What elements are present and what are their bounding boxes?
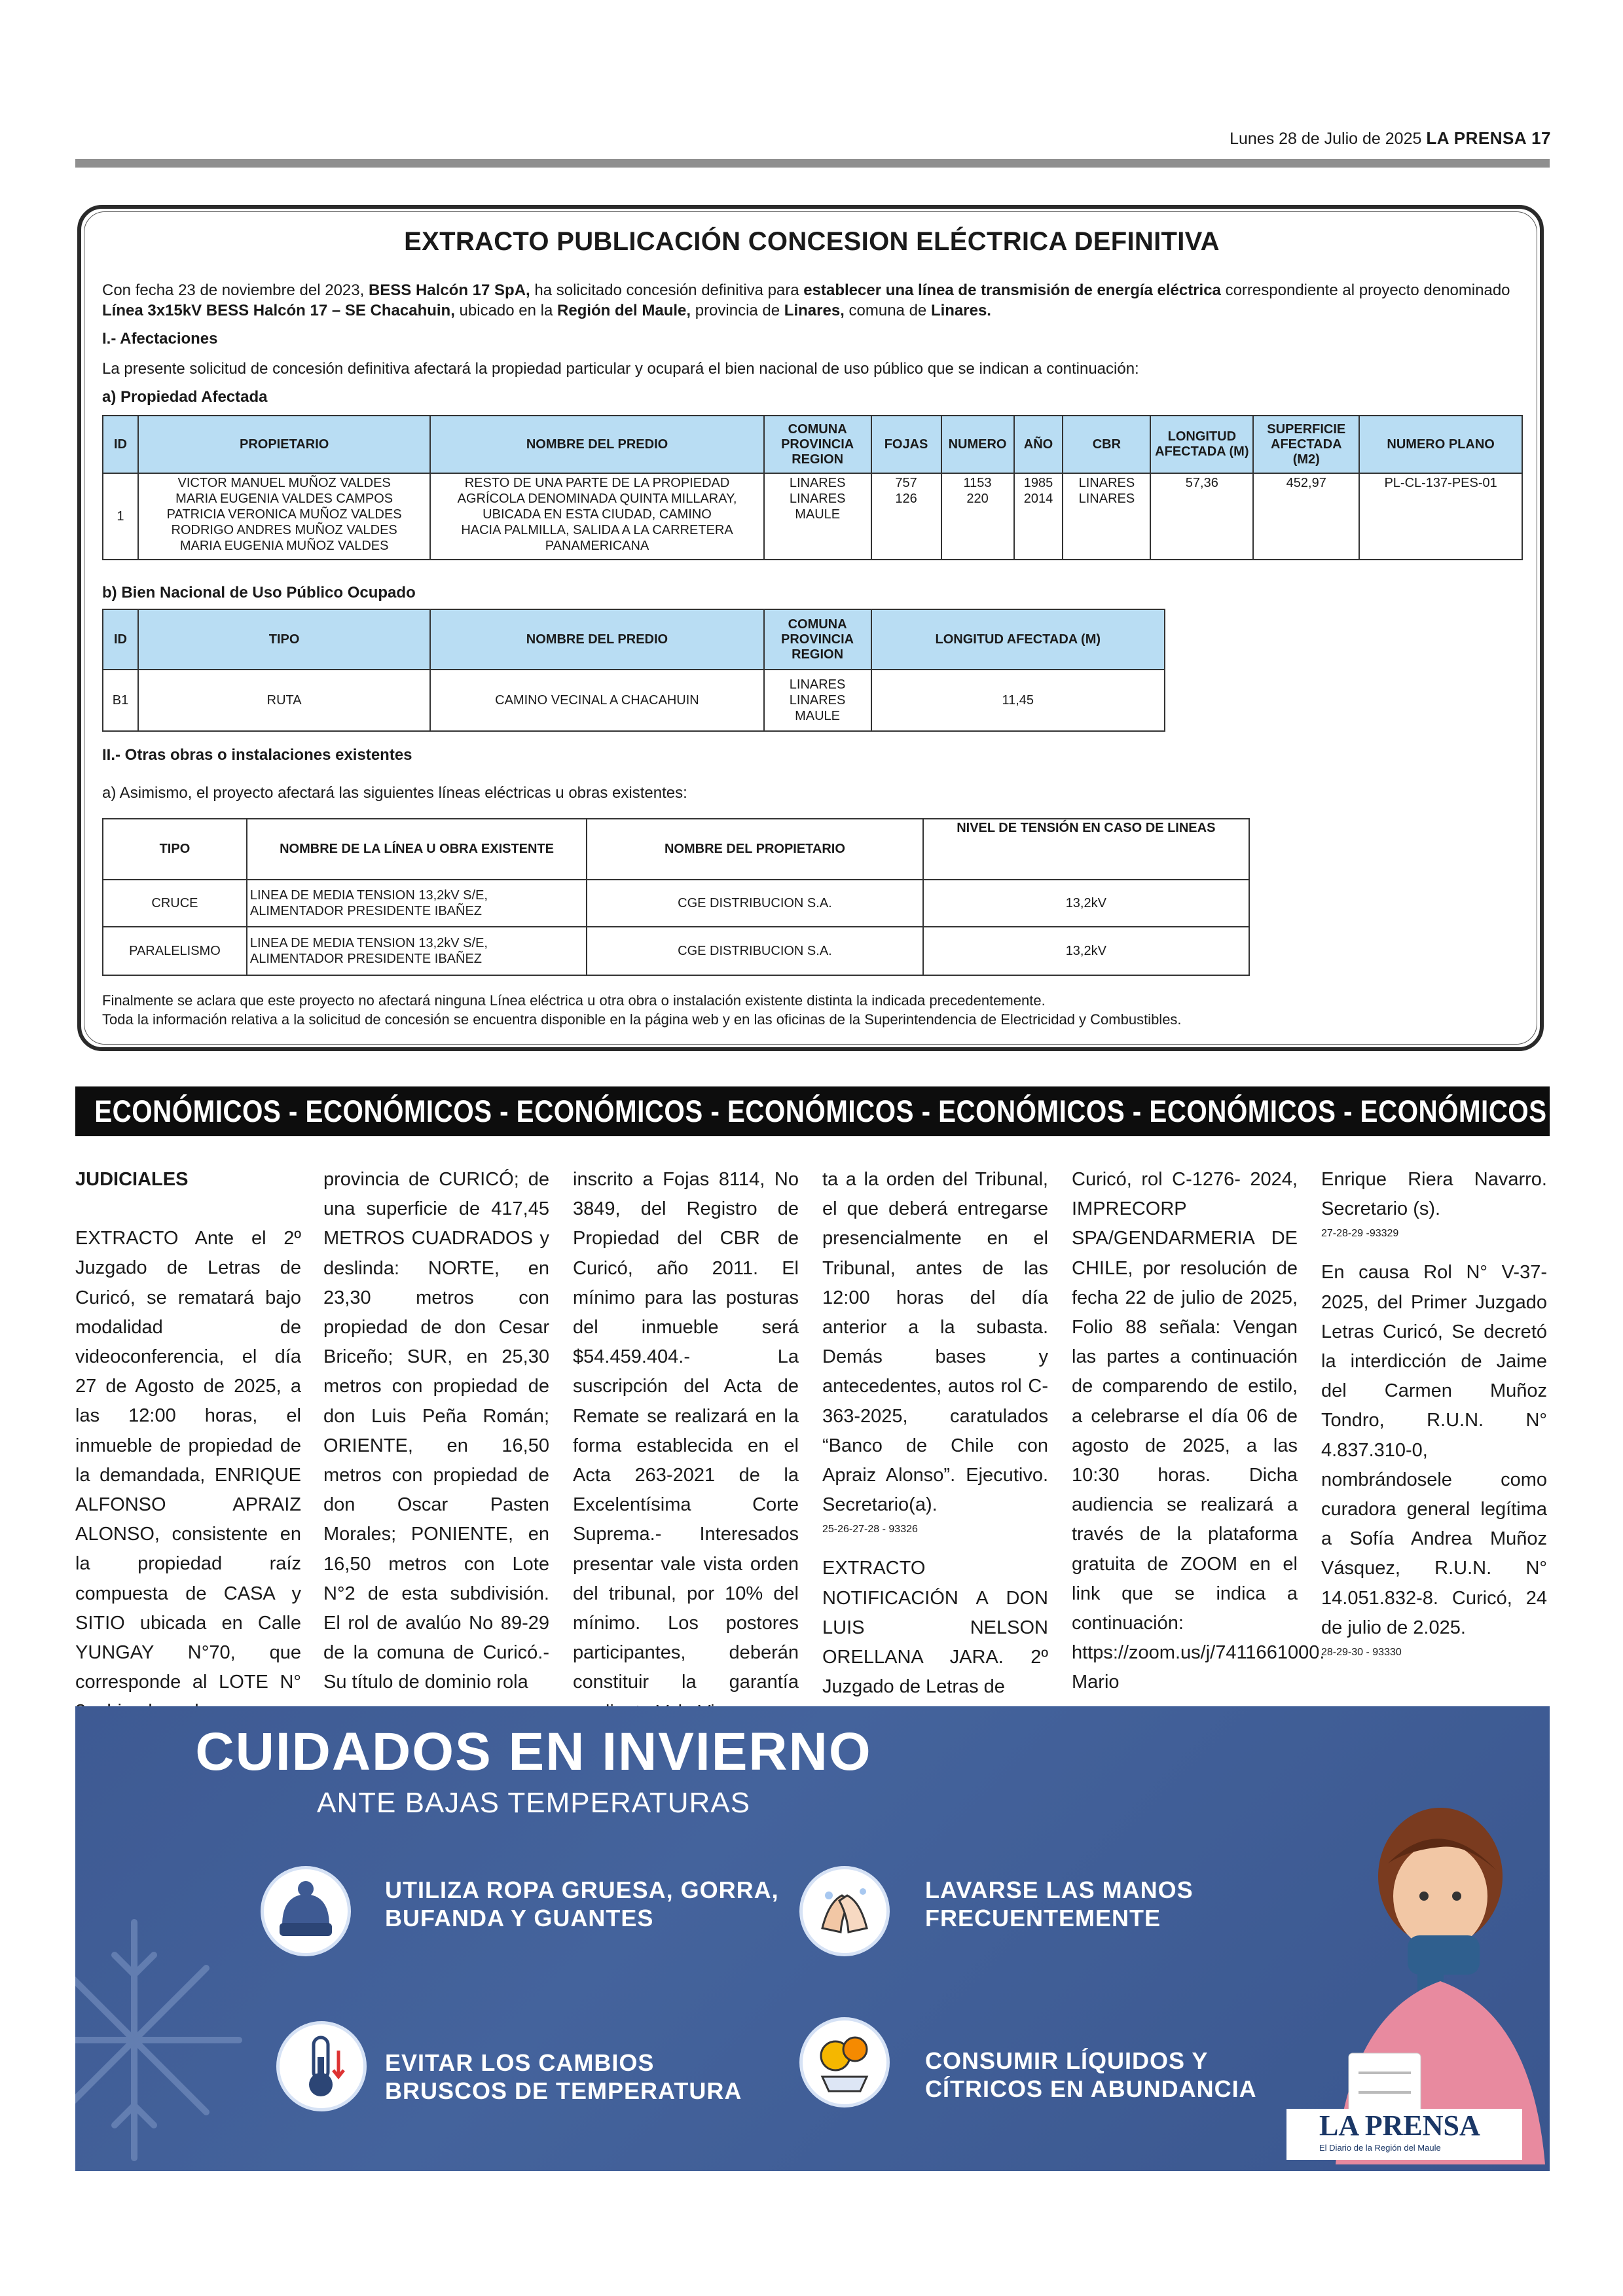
cell-id: 1 bbox=[103, 473, 138, 560]
classified-column-4 bbox=[822, 1165, 1048, 1702]
header-rule bbox=[75, 159, 1550, 168]
classified-column-6 bbox=[1321, 1165, 1547, 1662]
notice-intro: Con fecha 23 de noviembre del 2023, BESS Halcón 17 SpA, ha solicitado concesión definitiva para establecer una línea de transmisión de energía eléctrica correspondiente al proyecto denominado Línea 3x15kV BESS Halcón 17 – SE Chacahuin, ubicado en la Región del Maule, provincia de Linares, comuna de Linares. bbox=[102, 281, 1510, 319]
col-header: AÑO bbox=[1014, 416, 1063, 473]
classified-code: 25-26-27-28 - 93326 bbox=[822, 1524, 918, 1535]
cell-anio: 1985 2014 bbox=[1014, 473, 1063, 560]
banner-title: CUIDADOS EN INVIERNO bbox=[195, 1722, 872, 1782]
sub-propiedad-afectada: a) Propiedad Afectada bbox=[102, 388, 268, 406]
cell-predio: RESTO DE UNA PARTE DE LA PROPIEDAD AGRÍCOLA DENOMINADA QUINTA MILLARAY, UBICADA EN ESTA CIUDAD, CAMINO HACIA PALMILLA, SALIDA A LA CARRETERA PANAMERICANA bbox=[430, 473, 763, 560]
la-prensa-logo: LA PRENSA bbox=[1319, 2109, 1480, 2142]
table-row bbox=[103, 473, 1522, 560]
col-header: NOMBRE DEL PROPIETARIO bbox=[587, 819, 922, 880]
table-otras-obras bbox=[102, 818, 1250, 976]
col-header: ID bbox=[103, 416, 138, 473]
cell-owners: VICTOR MANUEL MUÑOZ VALDES MARIA EUGENIA VALDES CAMPOS PATRICIA VERONICA MUÑOZ VALDES RODRIGO ANDRES MUÑOZ VALDES MARIA EUGENIA MUÑOZ VALDES bbox=[138, 473, 430, 560]
col-header: LONGITUD AFECTADA (M) bbox=[1150, 416, 1253, 473]
cell-tension: 13,2kV bbox=[923, 927, 1249, 975]
cell-comuna: LINARES LINARES MAULE bbox=[764, 473, 871, 560]
tip-temperature-changes: EVITAR LOS CAMBIOS BRUSCOS DE TEMPERATURA bbox=[385, 2049, 742, 2104]
classified-code: 28-29-30 - 93330 bbox=[1321, 1647, 1402, 1659]
col-header: FOJAS bbox=[871, 416, 941, 473]
citrus-icon bbox=[799, 2017, 890, 2108]
section-heading-judiciales: JUDICIALES bbox=[75, 1169, 189, 1190]
table-propiedad-afectada bbox=[102, 415, 1523, 560]
table-header-row bbox=[103, 416, 1522, 473]
col-header: TIPO bbox=[103, 819, 247, 880]
section-otras-obras-text: a) Asimismo, el proyecto afectará las siguientes líneas eléctricas u obras existentes: bbox=[102, 784, 687, 802]
col-header: TIPO bbox=[138, 609, 430, 670]
cell-tension: 13,2kV bbox=[923, 880, 1249, 927]
col-header: SUPERFICIE AFECTADA (M2) bbox=[1253, 416, 1359, 473]
header-paper-name: LA PRENSA bbox=[1426, 128, 1527, 148]
classified-column-2 bbox=[323, 1165, 549, 1698]
classified-text: ta a la orden del Tribunal, el que deberá entregarse presencialmente en el Tribunal, antes de las 12:00 horas del día anterior a la subasta. Demás bases y antecedentes, autos rol C- 363-2025, caratulados “Banco de Chile con Apraiz Alonso”. Ejecutivo. Secretario(a). bbox=[822, 1169, 1048, 1516]
col-header: PROPIETARIO bbox=[138, 416, 430, 473]
tip-warm-clothing: UTILIZA ROPA GRUESA, GORRA, BUFANDA Y GUANTES bbox=[385, 1876, 779, 1931]
classified-text: Curicó, rol C-1276- 2024, IMPRECORP SPA/GENDARMERIA DE CHILE, por resolución de fecha 22 de julio de 2025, Folio 88 señala: Vengan las partes a continuación de comparendo de estilo, a celebrarse el día 06 de agosto de 2025, a las 10:30 horas. Dicha audiencia se realizará a través de la plataforma gratuita de ZOOM en el link que se indica a continuación: https://zoom.us/j/7411661000. Mario bbox=[1072, 1169, 1325, 1693]
cell-longitud: 11,45 bbox=[871, 670, 1165, 731]
section-afectaciones: I.- Afectaciones bbox=[102, 330, 218, 348]
classified-column-3 bbox=[573, 1165, 799, 1727]
banner-subtitle: ANTE BAJAS TEMPERATURAS bbox=[317, 1787, 750, 1819]
table-row bbox=[103, 670, 1165, 731]
col-header: COMUNA PROVINCIA REGION bbox=[764, 609, 871, 670]
cell-predio: CAMINO VECINAL A CHACAHUIN bbox=[430, 670, 763, 731]
tip-citrus-liquids: CONSUMIR LÍQUIDOS Y CÍTRICOS EN ABUNDANCIA bbox=[925, 2047, 1257, 2102]
handwash-icon bbox=[799, 1866, 890, 1956]
la-prensa-tagline: El Diario de la Región del Maule bbox=[1319, 2143, 1441, 2153]
col-header: NOMBRE DEL PREDIO bbox=[430, 609, 763, 670]
cell-propietario: CGE DISTRIBUCION S.A. bbox=[587, 880, 922, 927]
cell-tipo: PARALELISMO bbox=[103, 927, 247, 975]
cell-linea: LINEA DE MEDIA TENSION 13,2kV S/E, ALIMENTADOR PRESIDENTE IBAÑEZ bbox=[247, 880, 587, 927]
sub-bien-nacional: b) Bien Nacional de Uso Público Ocupado bbox=[102, 584, 416, 601]
cell-linea: LINEA DE MEDIA TENSION 13,2kV S/E, ALIMENTADOR PRESIDENTE IBAÑEZ bbox=[247, 927, 587, 975]
table-row bbox=[103, 927, 1249, 975]
section-afectaciones-text: La presente solicitud de concesión definitiva afectará la propiedad particular y ocupará el bien nacional de uso público que se indican a continuación: bbox=[102, 360, 1139, 378]
tip-handwash: LAVARSE LAS MANOS FRECUENTEMENTE bbox=[925, 1876, 1194, 1931]
col-header: LONGITUD AFECTADA (M) bbox=[871, 609, 1165, 670]
col-header: COMUNA PROVINCIA REGION bbox=[764, 416, 871, 473]
col-header: CBR bbox=[1063, 416, 1150, 473]
cell-cbr: LINARES LINARES bbox=[1063, 473, 1150, 560]
classified-text: provincia de CURICÓ; de una superficie de 417,45 METROS CUADRADOS y deslinda: NORTE, en 23,30 metros con propiedad de don Cesar Briceño; SUR, en 25,30 metros con propiedad de don Luis Peña Román; ORIENTE, en 16,50 metros con propiedad de don Oscar Pasten Morales; PONIENTE, en 16,50 metros con Lote N°2 de esta subdivisión. El rol de avalúo No 89-29 de la comuna de Curicó.- Su título de dominio rola bbox=[323, 1169, 549, 1693]
page-header bbox=[1230, 128, 1551, 149]
classified-column-1 bbox=[75, 1165, 301, 1727]
cell-tipo: CRUCE bbox=[103, 880, 247, 927]
classified-column-5 bbox=[1072, 1165, 1325, 1698]
beanie-icon bbox=[261, 1866, 351, 1956]
classified-text: EXTRACTO NOTIFICACIÓN A DON LUIS NELSON ORELLANA JARA. 2º Juzgado de Letras de bbox=[822, 1558, 1048, 1698]
notice-title: EXTRACTO PUBLICACIÓN CONCESION ELÉCTRICA DEFINITIVA bbox=[404, 227, 1220, 256]
col-header: NOMBRE DE LA LÍNEA U OBRA EXISTENTE bbox=[247, 819, 587, 880]
col-header: NUMERO PLANO bbox=[1359, 416, 1522, 473]
table-bien-nacional bbox=[102, 609, 1165, 732]
table-header-row bbox=[103, 819, 1249, 880]
cell-longitud: 57,36 bbox=[1150, 473, 1253, 560]
header-date: Lunes 28 de Julio de 2025 bbox=[1230, 130, 1422, 148]
header-page-number: 17 bbox=[1531, 128, 1551, 148]
economicos-band: ECONÓMICOS - ECONÓMICOS - ECONÓMICOS - ECONÓMICOS - ECONÓMICOS - ECONÓMICOS - ECONÓMICOS bbox=[75, 1086, 1550, 1136]
cell-comuna: LINARES LINARES MAULE bbox=[764, 670, 871, 731]
section-otras-obras: II.- Otras obras o instalaciones existentes bbox=[102, 746, 412, 764]
cell-superficie: 452,97 bbox=[1253, 473, 1359, 560]
col-header: NUMERO bbox=[941, 416, 1014, 473]
cell-plano: PL-CL-137-PES-01 bbox=[1359, 473, 1522, 560]
cell-numero: 1153 220 bbox=[941, 473, 1014, 560]
thermometer-icon bbox=[276, 2021, 367, 2111]
notice-closing-2: Toda la información relativa a la solicitud de concesión se encuentra disponible en la página web y en las oficinas de la Superintendencia de Electricidad y Combustibles. bbox=[102, 1011, 1182, 1028]
classified-code: 27-28-29 -93329 bbox=[1321, 1228, 1399, 1240]
table-header-row bbox=[103, 609, 1165, 670]
classified-text: inscrito a Fojas 8114, No 3849, del Registro de Propiedad del CBR de Curicó, año 2011. El mínimo para las posturas del inmueble será $54.459.404.- La suscripción del Acta de Remate se realizará en la forma establecida en el Acta 263-2021 de la Excelentísima Corte Suprema.- Interesados presentar vale vista orden del tribunal, por 10% del mínimo. Los postores participantes, deberán constituir la garantía bbox=[573, 1169, 799, 1693]
cell-propietario: CGE DISTRIBUCION S.A. bbox=[587, 927, 922, 975]
cell-id: B1 bbox=[103, 670, 138, 731]
classified-text: Enrique Riera Navarro. Secretario (s). bbox=[1321, 1169, 1547, 1220]
table-row bbox=[103, 880, 1249, 927]
classified-text: En causa Rol N° V-37-2025, del Primer Juzgado Letras Curicó, Se decretó la interdicción de Jaime del Carmen Muñoz Tondro, R.U.N. N° 4.837.310-0, nombrándosele como curadora general legítima a Sofía Andrea Muñoz Vásquez, R.U.N. N° 14.051.832-8. Curicó, 24 de julio de 2.025. bbox=[1321, 1262, 1547, 1638]
col-header: NOMBRE DEL PREDIO bbox=[430, 416, 763, 473]
classified-text: EXTRACTO Ante el 2º Juzgado de Letras de Curicó, se rematará bajo modalidad de videoconferencia, el día 27 de Agosto de 2025, a las 12:00 horas, el inmueble de propiedad de la demandada, ENRIQUE ALFONSO APRAIZ ALONSO, consistente en la propiedad raíz compuesta de CASA y SITIO ubicada en Calle YUNGAY N°70, que corresponde al LOTE N° bbox=[75, 1228, 301, 1693]
cell-fojas: 757 126 bbox=[871, 473, 941, 560]
col-header: NIVEL DE TENSIÓN EN CASO DE LINEAS bbox=[923, 819, 1249, 880]
col-header: ID bbox=[103, 609, 138, 670]
notice-closing-1: Finalmente se aclara que este proyecto no afectará ninguna Línea eléctrica u otra obra o instalación existente distinta la indicada precedentemente. bbox=[102, 992, 1046, 1009]
cell-tipo: RUTA bbox=[138, 670, 430, 731]
